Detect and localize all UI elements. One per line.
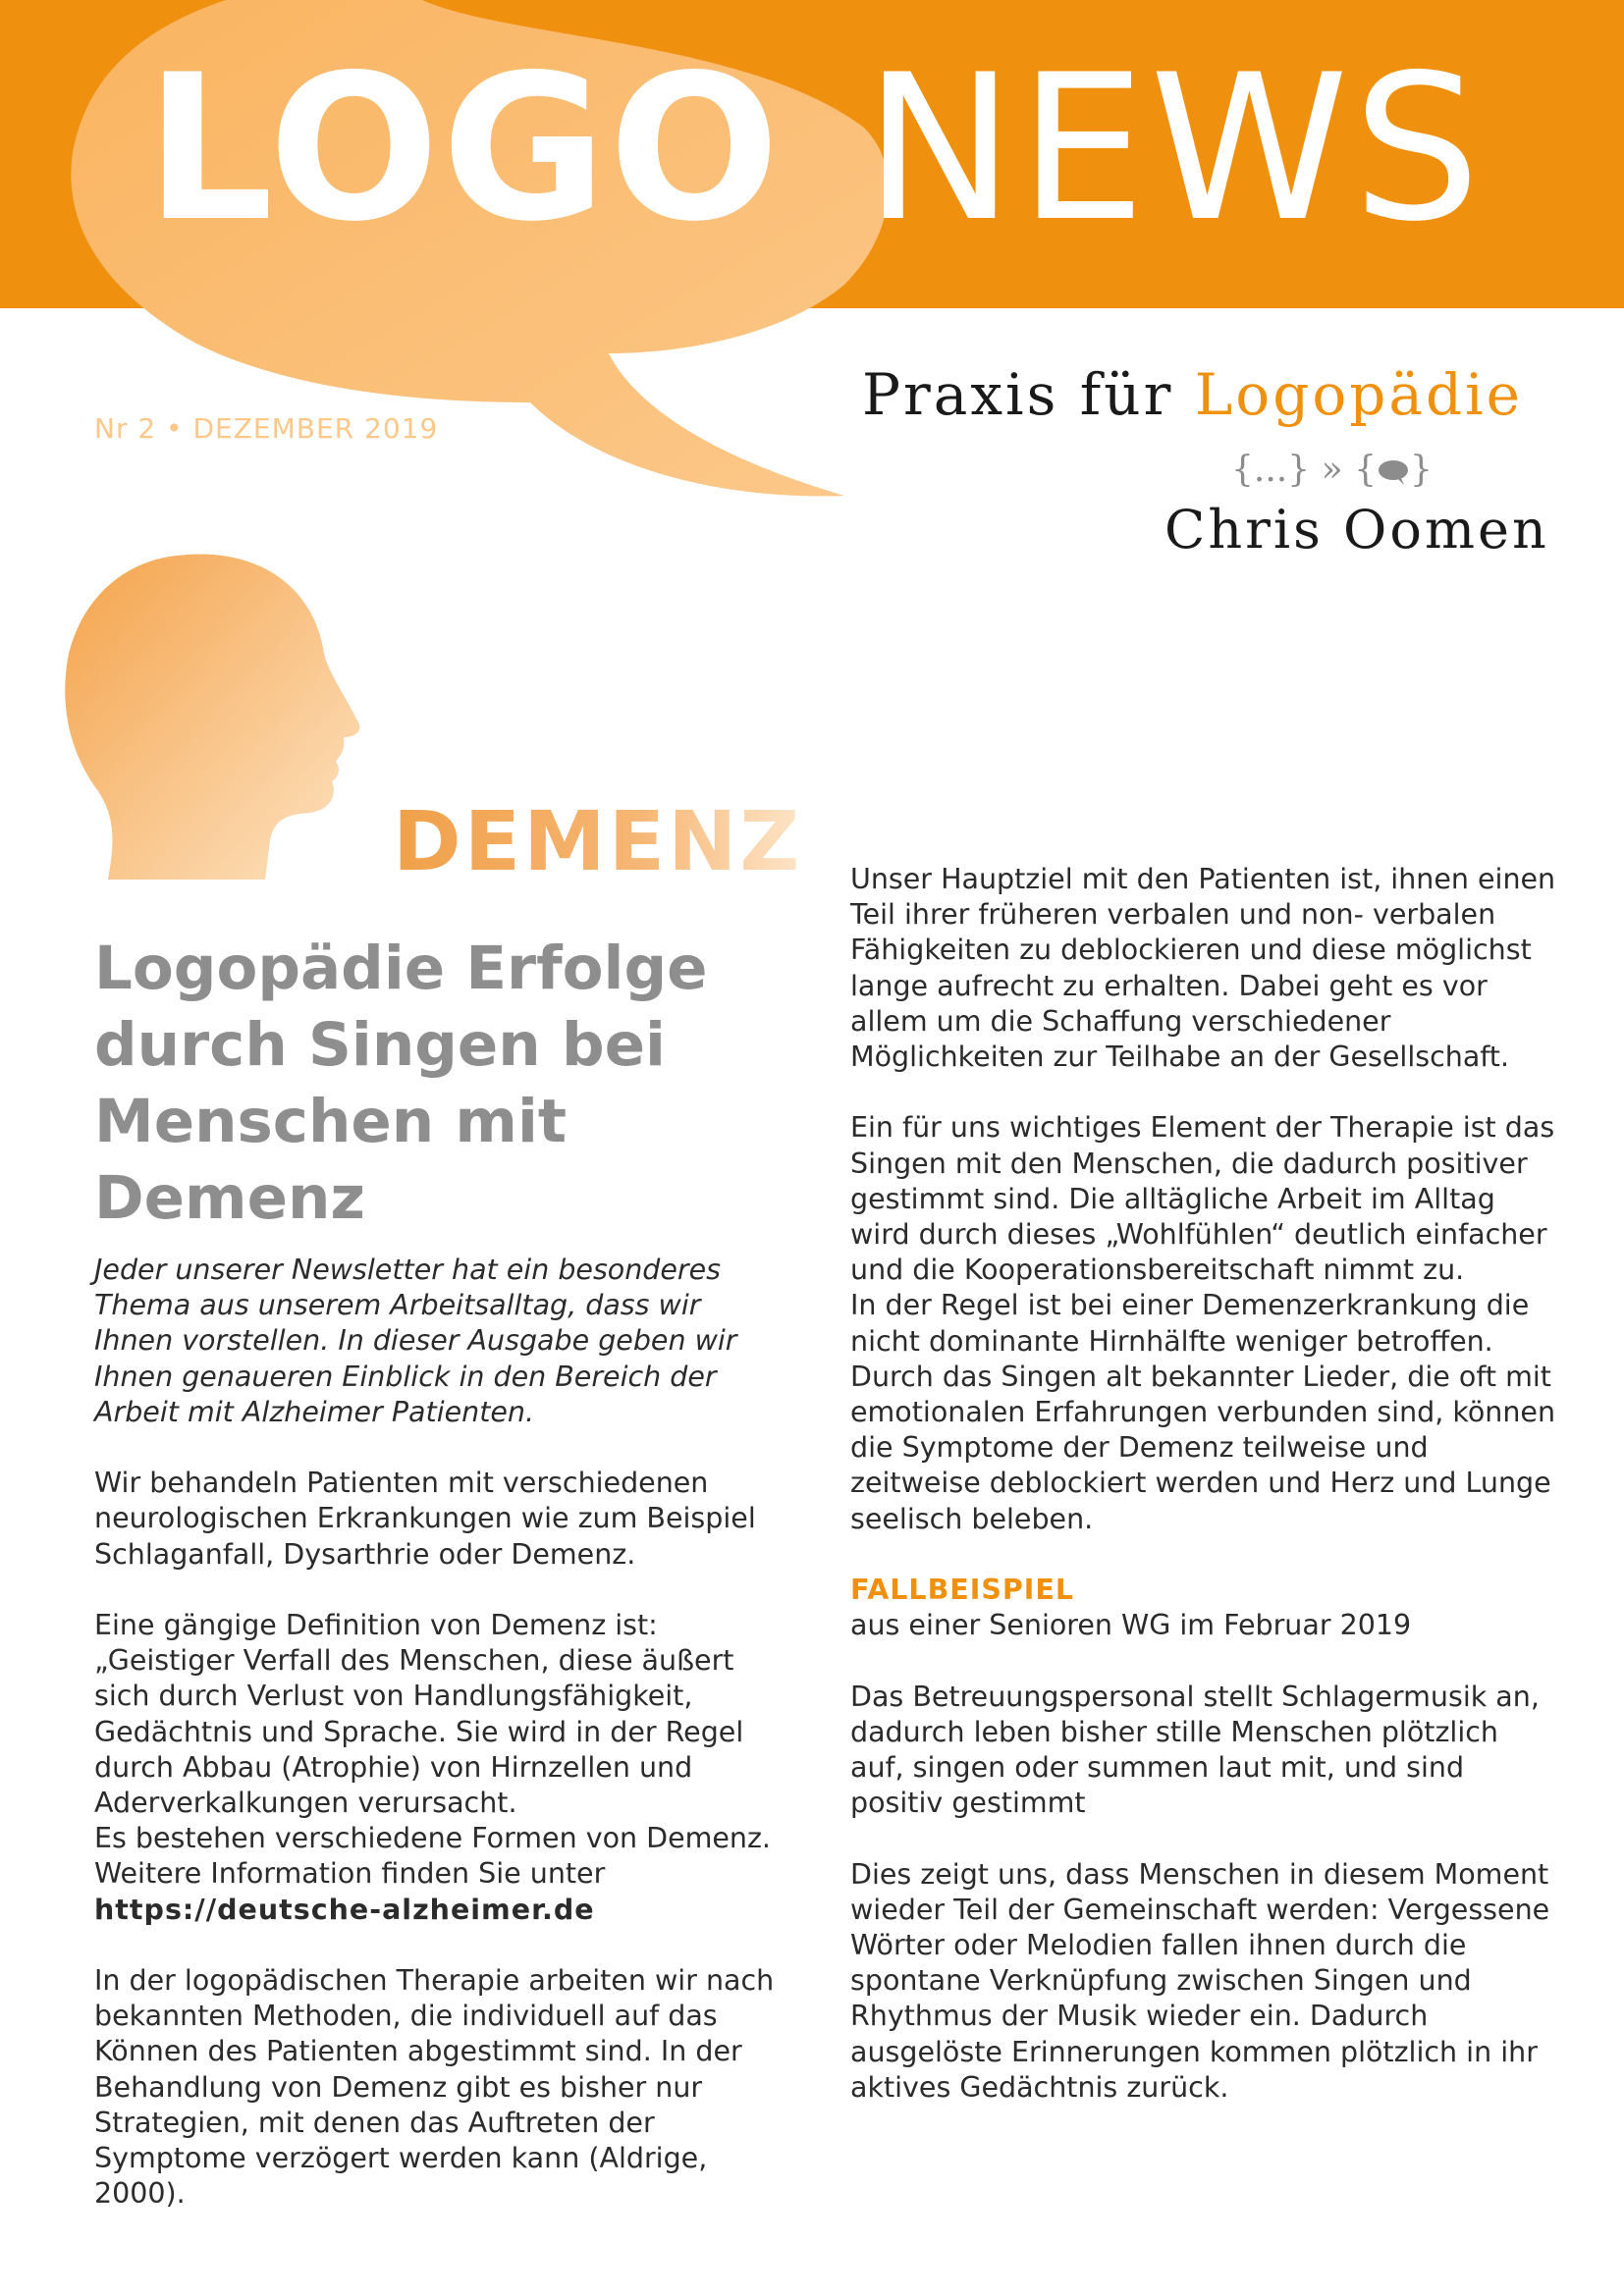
body-paragraph: Das Betreuungspersonal stellt Schlagermusik an, dadurch leben bisher stille Menschen plötzlich auf, singen oder summen laut mit, und sind positiv gestimmt (850, 1680, 1540, 1820)
topic-label: DEMENZ (393, 793, 803, 889)
forward-arrow-icon: » (1321, 450, 1343, 490)
alzheimer-link[interactable]: https://deutsche-alzheimer.de (94, 1893, 595, 1926)
practice-accent: Logopädie (1194, 361, 1523, 428)
masthead-logo-word: LOGO (145, 32, 783, 266)
body-paragraph: Unser Hauptziel mit den Patienten ist, ihnen einen Teil ihrer früheren verbalen und non- verbalen Fähigkeiten zu deblockieren und diese möglichst lange aufrecht zu erhalten. Dabei geht es vor allem um die Schaffung verschiedener Möglichkeiten zur Teilhabe an der Gesellschaft. (850, 863, 1556, 1074)
issue-date: Nr 2 • DEZEMBER 2019 (94, 412, 439, 445)
case-study-heading: FALLBEISPIEL (850, 1574, 1075, 1607)
case-study-subtitle: aus einer Senioren WG im Februar 2019 (850, 1609, 1412, 1642)
left-column (94, 1253, 782, 2248)
brace-close-mark: } (1409, 450, 1433, 490)
singing-text: Ein für uns wichtiges Element der Therapie ist das Singen mit den Menschen, die dadurch positiver gestimmt sind. Die alltägliche Arbeit im Alltag wird durch dieses „Wohlfühlen“ deutlich einfacher und die Kooperationsbereitschaft nimmt zu. (850, 1111, 1555, 1287)
case-study-intro (850, 1573, 1557, 1643)
ellipsis-brace-mark: {...} (1231, 450, 1311, 490)
forms-text: Es bestehen verschiedene Formen von Demenz. Weitere Information finden Sie unter (94, 1822, 771, 1891)
brain-text: In der Regel ist bei einer Demenzerkrankung die nicht dominante Hirnhälfte weniger betroffen. Durch das Singen alt bekannter Lieder, die oft mit emotionalen Erfahrungen verbunden sind, können die Symptome der Demenz teilweise und zeitweise deblockiert werden und Herz und Lunge seelisch beleben. (850, 1289, 1556, 1535)
body-paragraph: Wir behandeln Patienten mit verschiedenen neurologischen Erkrankungen wie zum Beispiel Schlaganfall, Dysarthrie oder Demenz. (94, 1467, 756, 1571)
body-paragraph (850, 1110, 1557, 1536)
head-profile-icon (59, 546, 373, 880)
right-column (850, 862, 1557, 2141)
article-title: Logopädie Erfolge durch Singen bei Menschen mit Demenz (94, 934, 708, 1233)
body-paragraph: Dies zeigt uns, dass Menschen in diesem Moment wieder Teil der Gemeinschaft werden: Vergessene Wörter oder Melodien fallen ihnen durch die spontane Verknüpfung zwischen Singen und Rhythmus der Musik wieder ein. Dadurch ausgelöste Erinnerungen kommen plötzlich in ihr aktives Gedächtnis zurück. (850, 1857, 1550, 2104)
practice-owner-name: Chris Oomen (1164, 499, 1549, 561)
practice-logo-mark (1231, 450, 1433, 490)
definition-text: Eine gängige Definition von Demenz ist: „Geistiger Verfall des Menschen, diese äußert sich durch Verlust von Handlungsfähigkeit, Gedächtnis und Sprache. Sie wird in der Regel durch Abbau (Atrophie) von Hirnzellen und Aderverkalkungen verursacht. (94, 1609, 744, 1820)
practice-title (862, 361, 1523, 428)
body-paragraph: In der logopädischen Therapie arbeiten wir nach bekannten Methoden, die individuell auf das Können des Patienten abgestimmt sind. In der Behandlung von Demenz gibt es bisher nur Strategien, mit denen das Auftreten der Symptome verzögert werden kann (Aldrige, 2000). (94, 1964, 775, 2211)
chat-bubble-icon (1377, 458, 1410, 486)
brace-open-mark: { (1354, 450, 1377, 490)
masthead-news-word: NEWS (864, 32, 1485, 266)
intro-paragraph: Jeder unserer Newsletter hat ein besonderes Thema aus unserem Arbeitsalltag, dass wir Ihnen vorstellen. In dieser Ausgabe geben wir Ihnen genaueren Einblick in den Bereich der Arbeit mit Alzheimer Patienten. (94, 1254, 737, 1428)
definition-paragraph (94, 1608, 782, 1928)
practice-prefix: Praxis für (862, 361, 1195, 428)
